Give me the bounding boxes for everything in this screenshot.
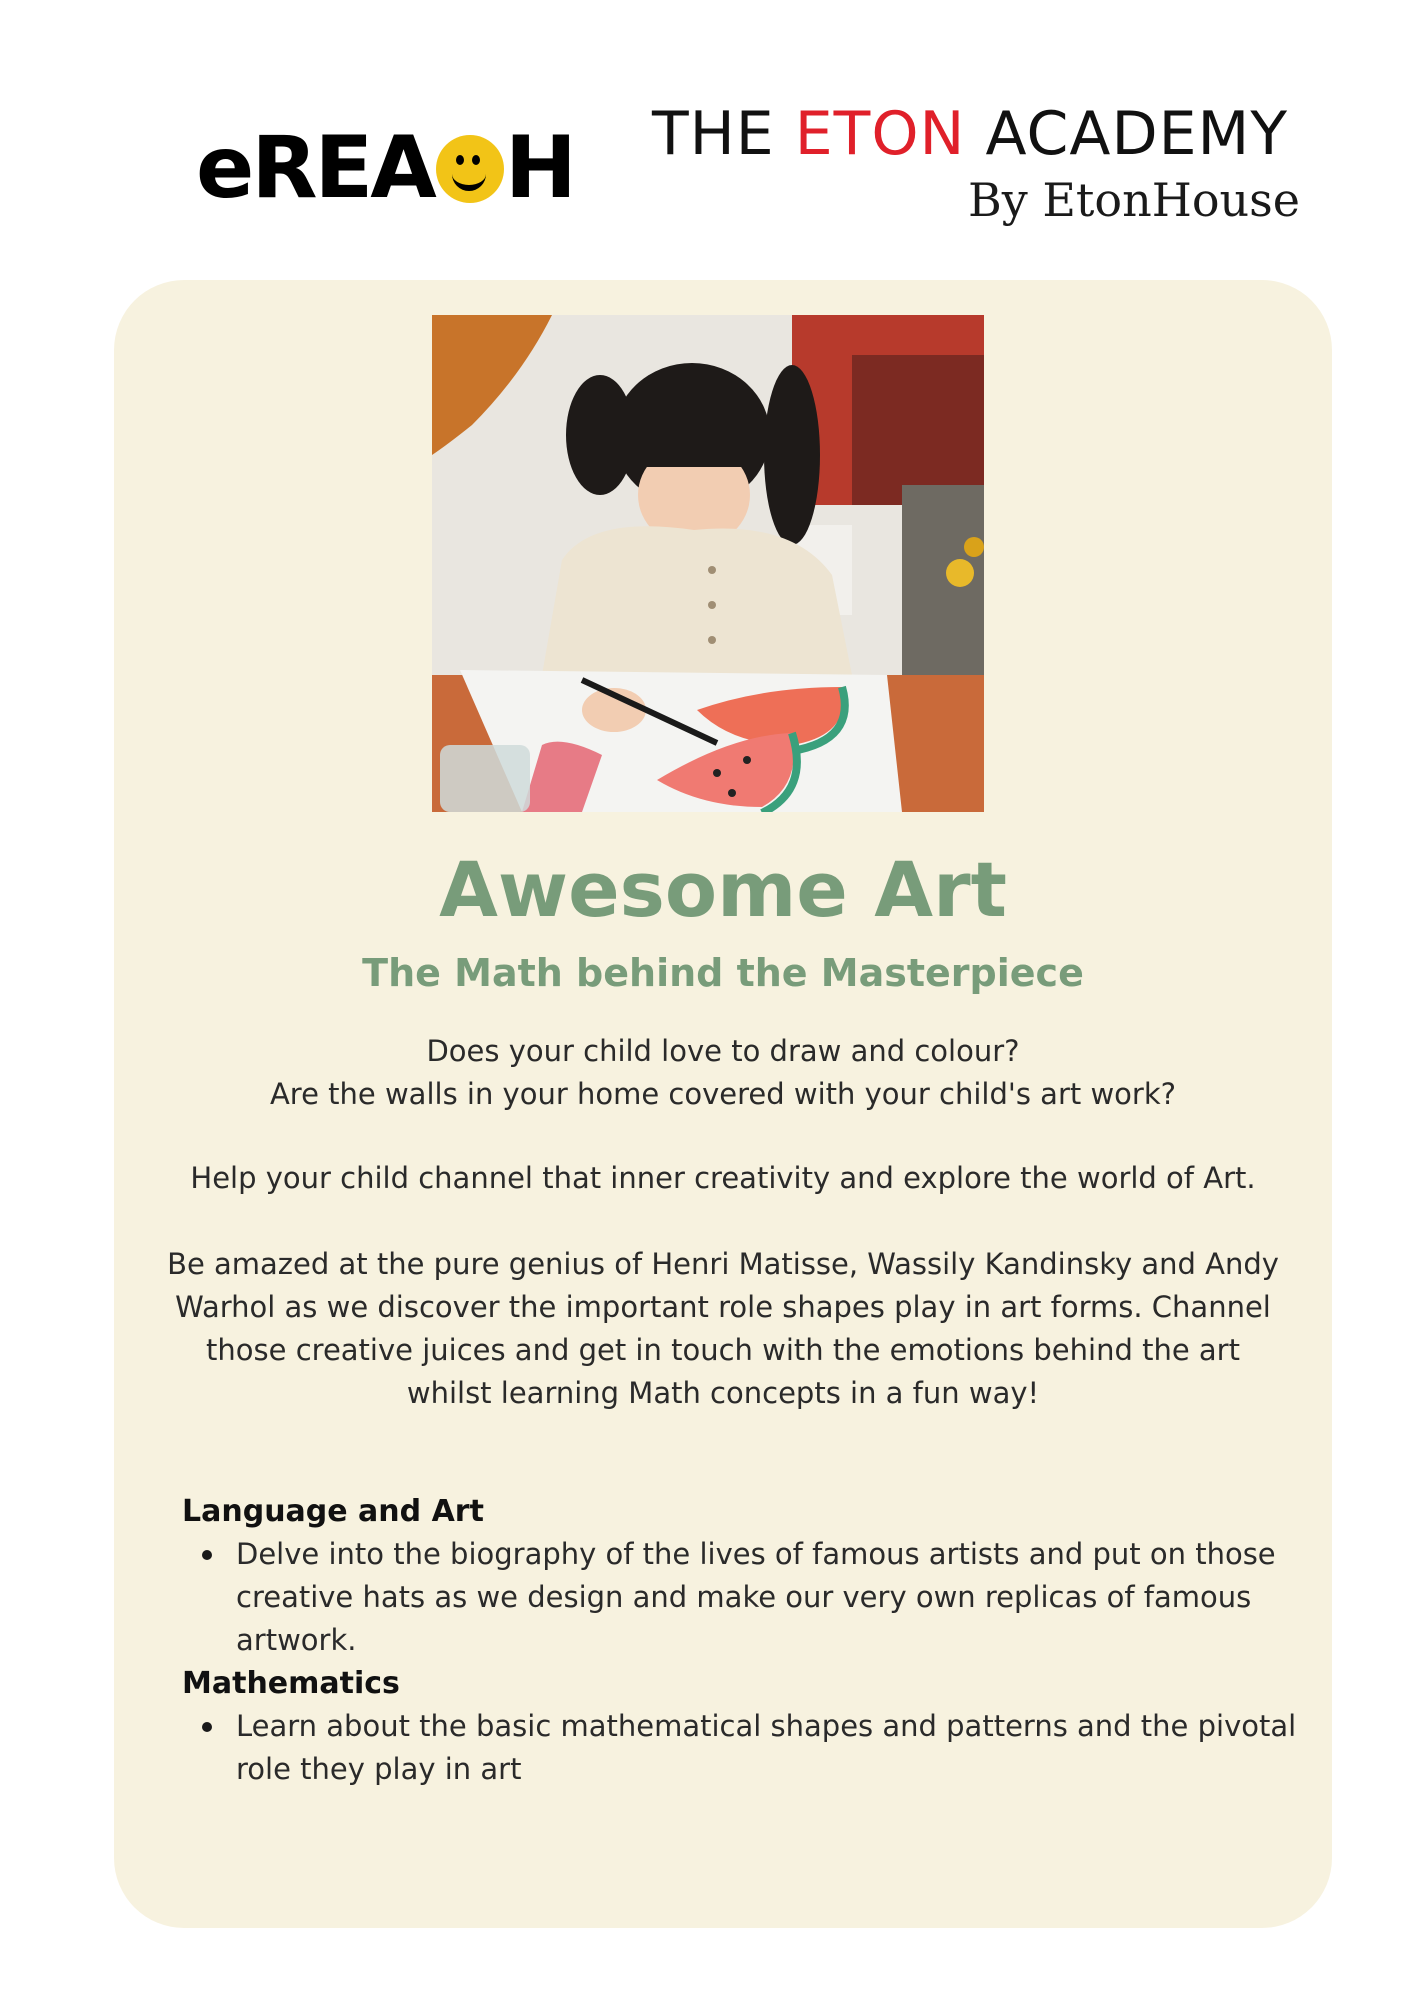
section-heading-mathematics: Mathematics [182,1666,400,1701]
bullet-icon [202,1722,212,1732]
section-heading-language-art: Language and Art [182,1494,484,1529]
eton-word-academy: ACADEMY [985,99,1288,169]
eton-academy-wordmark [652,98,1312,170]
eton-byline: By EtonHouse [967,173,1300,227]
bullet-list-language-art [182,1533,1346,1662]
intro-line-1: Does your child love to draw and colour? [426,1034,1020,1068]
list-item-text: Delve into the biography of the lives of famous artists and put on those creative hats as we design and make our very own replicas of famous artwork. [236,1537,1276,1657]
bullet-icon [202,1550,212,1560]
intro-text [160,1030,1286,1116]
ereach-text-start: eREA [196,118,434,218]
page-title: Awesome Art [439,845,1007,934]
list-item [236,1533,1346,1662]
list-item [236,1705,1346,1791]
amazed-text: Be amazed at the pure genius of Henri Matisse, Wassily Kandinsky and Andy Warhol as we discover the important role shapes play in art forms. Channel those creative juices and get in touch with the emotions behind the art whilst learning Math concepts in a fun way! [167,1247,1279,1410]
ereach-wordmark [196,118,574,218]
eton-academy-logo [652,98,1312,238]
eton-word-eton: ETON [794,99,966,169]
bullet-list-mathematics [182,1705,1346,1791]
ereach-text-end: H [504,118,574,218]
ereach-logo [196,118,574,218]
smiley-face-icon [436,135,504,203]
page-subtitle: The Math behind the Masterpiece [362,951,1084,995]
intro-line-2: Are the walls in your home covered with your child's art work? [269,1077,1177,1111]
help-text: Help your child channel that inner creativity and explore the world of Art. [190,1161,1256,1195]
list-item-text: Learn about the basic mathematical shapes and patterns and the pivotal role they play in art [236,1709,1297,1786]
child-painting-illustration [432,315,984,812]
eton-word-the: THE [652,99,775,169]
hero-image [432,315,984,812]
